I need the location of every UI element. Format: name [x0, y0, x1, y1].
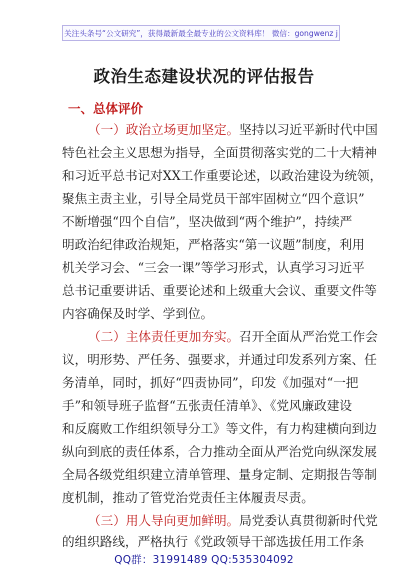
paragraph-line: 总书记重要讲话、重要论述和上级重大会议、重要文件等: [62, 283, 377, 298]
paragraph-line: 的组织路线，严格执行《党政领导干部选拔任用工作条: [62, 534, 365, 549]
paragraph-line: 机关学习会、“三会一课”等学习形式，认真学习习近平: [62, 260, 365, 275]
paragraph-heading: （二）主体责任更加夯实。: [88, 329, 240, 344]
paragraph-line: 度机制，推动了管党治党责任主体履责尽责。: [62, 490, 314, 505]
paragraph-heading: （一）政治立场更加坚定。: [88, 122, 240, 137]
paragraph-heading: （三）用人导向更加鲜明。: [88, 513, 240, 528]
promo-banner: 关注头条号“公文研究”，获得最新最全最专业的公文资料库！ 微信：gongwenz j: [62, 25, 340, 41]
contact-footer: QQ群：31991489 QQ:535304092: [114, 554, 294, 566]
paragraph-line: 不断增强“四个自信”，坚决做到“两个维护”，持续严: [62, 214, 353, 229]
paragraph-line: 和反腐败工作组织领导分工》等文件，有力构建横向到边: [62, 421, 377, 436]
paragraph-line: 聚焦主责主业，引导全局党员干部牢固树立“四个意识”: [62, 191, 365, 206]
paragraph-line: 明政治纪律政治规矩，严格落实“第一议题”制度，利用: [62, 237, 365, 252]
section-heading-overall-evaluation: 一、总体评价: [68, 101, 144, 116]
paragraph-line: 纵向到底的责任体系，合力推动全面从严治党向纵深发展: [62, 444, 377, 459]
paragraph-line: （二）主体责任更加夯实。召开全面从严治党工作会: [88, 329, 378, 344]
paragraph-line: 全局各级党组织建立清单管理、量身定制、定期报告等制: [62, 467, 377, 482]
paragraph-line: 务清单，同时，抓好“四责协同”，印发《加强对“一把: [62, 375, 359, 390]
paragraph-line: 内容确保及时学、学到位。: [62, 306, 214, 321]
paragraph-line: 手”和领导班子监督“五张责任清单》、《党风廉政建设: [62, 398, 352, 413]
paragraph-line: 和习近平总书记对XX工作重要论述，以政治建设为统领，: [62, 168, 383, 183]
paragraph-line: 特色社会主义思想为指导，全面贯彻落实党的二十大精神: [62, 145, 377, 160]
paragraph-line: 议，明形势、严任务、强要求，并通过印发系列方案、任: [62, 352, 377, 367]
document-title: 政治生态建设状况的评估报告: [93, 67, 315, 86]
paragraph-line: （一）政治立场更加坚定。坚持以习近平新时代中国: [88, 122, 378, 137]
paragraph-line: （三）用人导向更加鲜明。局党委认真贯彻新时代党: [88, 513, 378, 528]
